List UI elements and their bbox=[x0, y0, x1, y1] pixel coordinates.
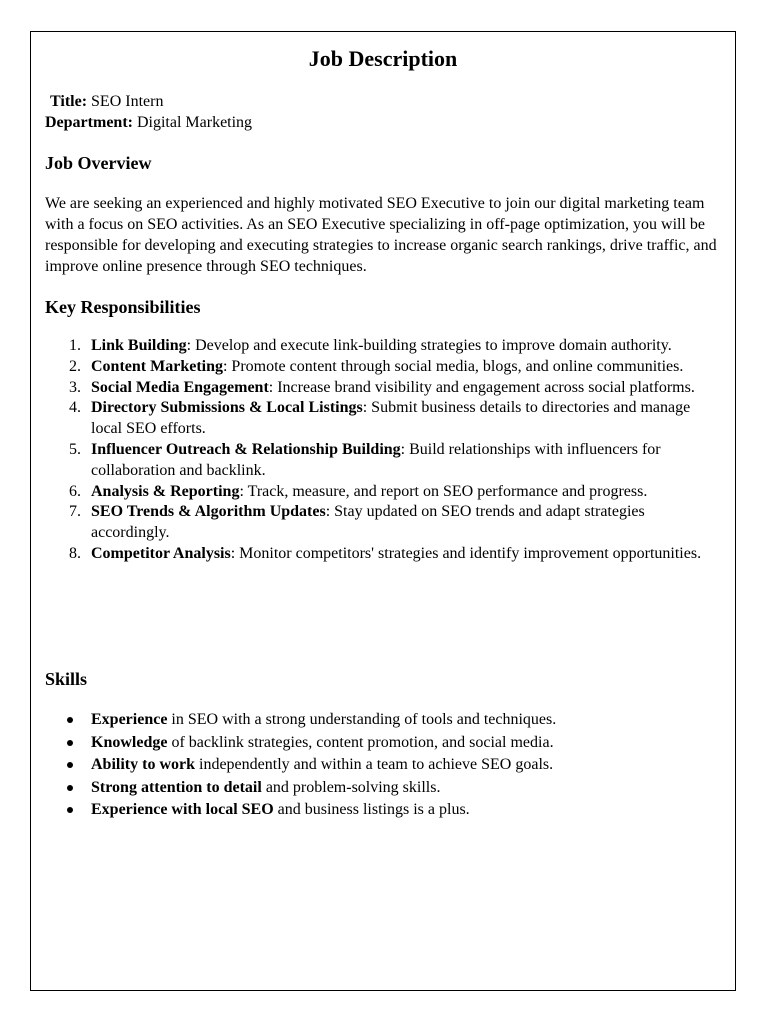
responsibility-item bbox=[45, 336, 725, 357]
department-label: Department: bbox=[45, 114, 133, 131]
skills-heading: Skills bbox=[45, 669, 88, 689]
bullet-icon bbox=[67, 740, 73, 746]
skill-text: and problem-solving skills. bbox=[261, 778, 441, 796]
skill-item bbox=[45, 777, 725, 800]
skill-item bbox=[45, 754, 725, 777]
responsibility-number: 4. bbox=[69, 399, 81, 417]
key-responsibilities-heading: Key Responsibilities bbox=[45, 297, 201, 317]
skill-item bbox=[45, 709, 725, 732]
bullet-icon bbox=[67, 785, 73, 791]
responsibilities-list bbox=[45, 336, 725, 565]
skill-label: Ability to work bbox=[91, 756, 195, 773]
responsibility-item bbox=[45, 398, 725, 440]
skill-label: Strong attention to detail bbox=[91, 778, 262, 796]
responsibility-text: : Stay updated on SEO trends and adapt strategies accordingly. bbox=[91, 503, 645, 542]
responsibility-text: : Monitor competitors' strategies and identify improvement opportunities. bbox=[230, 544, 702, 562]
skill-item bbox=[45, 799, 725, 822]
responsibility-item bbox=[45, 357, 725, 378]
skill-text: independently and within a team to achieve SEO goals. bbox=[195, 756, 554, 773]
department-value: Digital Marketing bbox=[132, 114, 253, 131]
responsibility-number: 6. bbox=[69, 482, 81, 500]
skill-label: Experience bbox=[91, 711, 168, 728]
responsibility-item bbox=[45, 482, 725, 503]
responsibility-text: : Submit business details to directories and manage local SEO efforts. bbox=[91, 399, 691, 438]
bullet-icon bbox=[67, 807, 73, 813]
skill-item bbox=[45, 732, 725, 755]
skills-list bbox=[45, 709, 725, 822]
responsibility-item bbox=[45, 502, 725, 544]
responsibility-number: 7. bbox=[69, 503, 81, 521]
job-overview-text: We are seeking an experienced and highly motivated SEO Executive to join our digital marketing team with a focus on SEO activities. As an SEO Executive specializing in off-page optimization, you will be responsible for developing and executing strategies to increase organic search rankings, drive traffic, and improve online presence through SEO techniques. bbox=[45, 195, 717, 275]
responsibility-number: 3. bbox=[69, 378, 81, 396]
responsibility-number: 1. bbox=[69, 337, 81, 354]
job-title-label: Title: bbox=[50, 93, 88, 110]
skill-label: Knowledge bbox=[91, 733, 168, 751]
responsibility-item bbox=[45, 544, 725, 565]
skill-text: of backlink strategies, content promotion, and social media. bbox=[167, 733, 554, 751]
responsibility-label: Content Marketing bbox=[91, 357, 223, 375]
responsibility-text: : Develop and execute link-building strategies to improve domain authority. bbox=[186, 337, 672, 354]
responsibility-text: : Promote content through social media, blogs, and online communities. bbox=[222, 357, 684, 375]
job-title-value: SEO Intern bbox=[87, 93, 164, 110]
bullet-icon bbox=[67, 717, 73, 723]
skill-text: and business listings is a plus. bbox=[273, 801, 470, 818]
responsibility-text: : Track, measure, and report on SEO performance and progress. bbox=[239, 482, 648, 500]
department-line bbox=[45, 113, 252, 133]
job-overview-heading: Job Overview bbox=[45, 153, 152, 173]
responsibility-item bbox=[45, 378, 725, 399]
responsibility-label: Influencer Outreach & Relationship Building bbox=[91, 440, 401, 458]
responsibility-label: Social Media Engagement bbox=[91, 378, 269, 396]
document-title: Job Description bbox=[308, 46, 458, 71]
responsibility-number: 2. bbox=[69, 357, 81, 375]
bullet-icon bbox=[67, 762, 73, 768]
skill-text: in SEO with a strong understanding of tools and techniques. bbox=[167, 711, 557, 728]
responsibility-number: 5. bbox=[69, 440, 81, 458]
responsibility-item bbox=[45, 440, 725, 482]
responsibility-label: Link Building bbox=[91, 337, 187, 354]
responsibility-label: Analysis & Reporting bbox=[91, 482, 240, 500]
responsibility-text: : Build relationships with influencers for collaboration and backlink. bbox=[91, 440, 661, 479]
responsibility-label: SEO Trends & Algorithm Updates bbox=[91, 503, 326, 521]
job-title-line bbox=[50, 92, 163, 112]
skill-label: Experience with local SEO bbox=[91, 801, 274, 818]
responsibility-label: Directory Submissions & Local Listings bbox=[91, 399, 363, 417]
responsibility-number: 8. bbox=[69, 544, 81, 562]
responsibility-label: Competitor Analysis bbox=[91, 544, 231, 562]
responsibility-text: : Increase brand visibility and engagement across social platforms. bbox=[268, 378, 695, 396]
